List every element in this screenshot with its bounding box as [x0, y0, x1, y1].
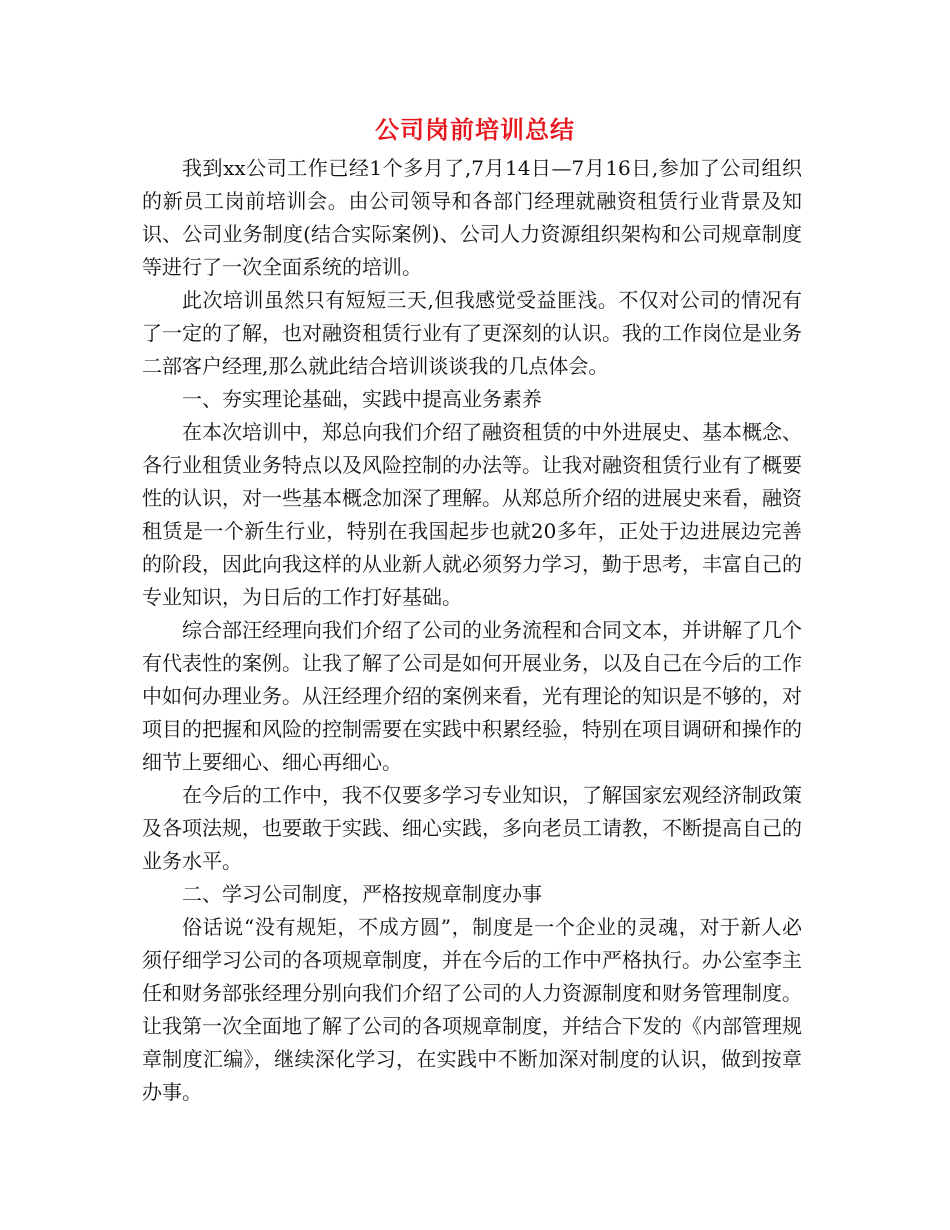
paragraph-business-process: 综合部汪经理向我们介绍了公司的业务流程和合同文本，并讲解了几个有代表性的案例。让我了解了公司是如何开展业务，以及自己在今后的工作中如何办理业务。从汪经理介绍的案例来看，光有理论的知识是不够的，对项目的把握和风险的控制需要在实践中积累经验，特别在项目调研和操作的细节上要细心、细心再细心。 [142, 618, 802, 774]
section-heading-1: 一、夯实理论基础，实践中提高业务素养 [182, 387, 542, 411]
paragraph-future-work: 在今后的工作中，我不仅要多学习专业知识，了解国家宏观经济制政策及各项法规，也要敢于实践、细心实践，多向老员工请教，不断提高自己的业务水平。 [142, 783, 802, 873]
document-title: 公司岗前培训总结 [375, 115, 575, 144]
section-heading-2: 二、学习公司制度，严格按规章制度办事 [182, 882, 542, 906]
paragraph-intro: 我到xx公司工作已经1个多月了,7月14日—7月16日,参加了公司组织的新员工岗前培训会。由公司领导和各部门经理就融资租赁行业背景及知识、公司业务制度(结合实际案例)、公司人力资源组织架构和公司规章制度等进行了一次全面系统的培训。 [142, 156, 802, 279]
paragraph-company-rules: 俗话说“没有规矩，不成方圆”，制度是一个企业的灵魂，对于新人必须仔细学习公司的各项规章制度，并在今后的工作中严格执行。办公室李主任和财务部张经理分别向我们介绍了公司的人力资源制度和财务管理制度。让我第一次全面地了解了公司的各项规章制度，并结合下发的《内部管理规章制度汇编》，继续深化学习，在实践中不断加深对制度的认识，做到按章办事。 [142, 915, 802, 1104]
paragraph-theory: 在本次培训中，郑总向我们介绍了融资租赁的中外进展史、基本概念、各行业租赁业务特点以及风险控制的办法等。让我对融资租赁行业有了概要性的认识，对一些基本概念加深了理解。从郑总所介绍的进展史来看，融资租赁是一个新生行业，特别在我国起步也就20多年，正处于边进展边完善的阶段，因此向我这样的从业新人就必须努力学习，勤于思考，丰富自己的专业知识，为日后的工作打好基础。 [142, 420, 802, 609]
document-body [142, 152, 802, 1109]
paragraph-overview: 此次培训虽然只有短短三天,但我感觉受益匪浅。不仅对公司的情况有了一定的了解，也对融资租赁行业有了更深刻的认识。我的工作岗位是业务二部客户经理,那么就此结合培训谈谈我的几点体会。 [142, 288, 802, 378]
